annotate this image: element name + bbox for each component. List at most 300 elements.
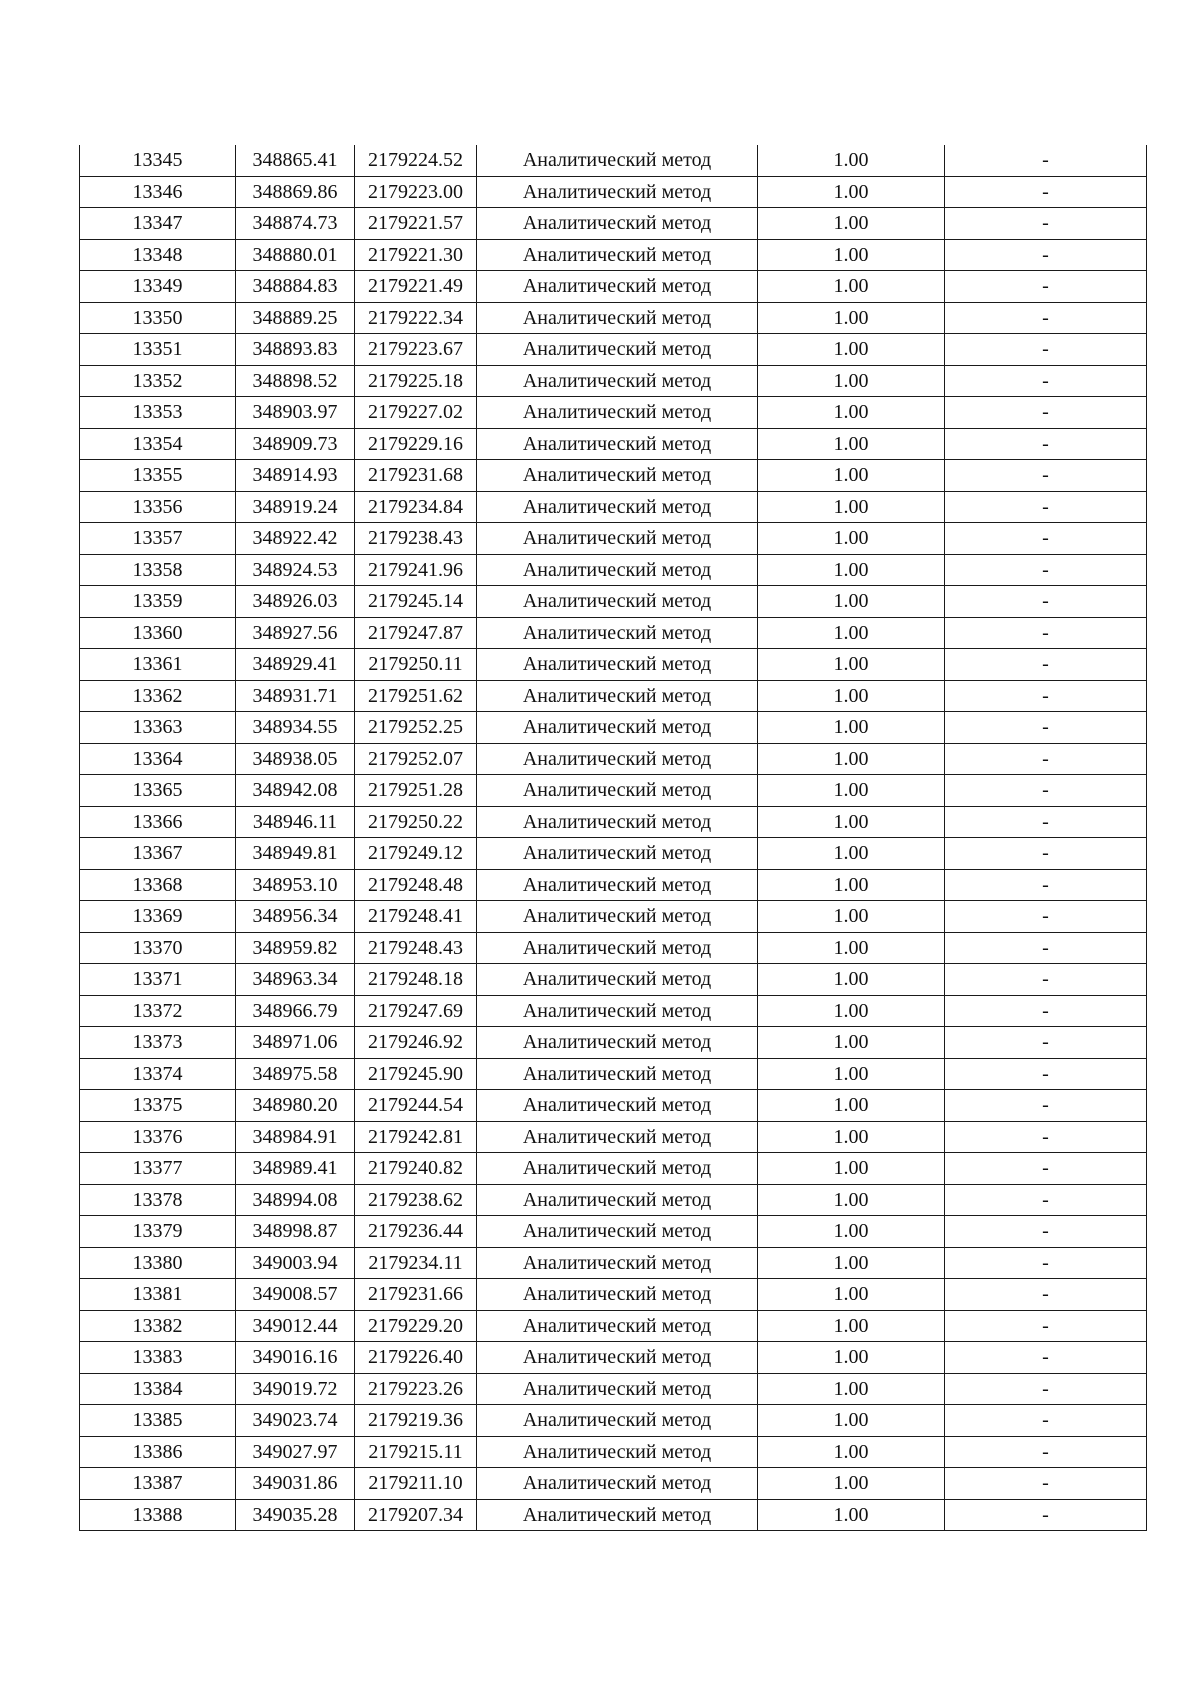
y-coordinate-cell: 2179226.40 [355,1342,477,1374]
x-coordinate-cell: 348942.08 [236,775,355,807]
description-cell: - [945,1373,1147,1405]
method-cell: Аналитический метод [477,365,758,397]
description-cell: - [945,554,1147,586]
method-cell: Аналитический метод [477,806,758,838]
x-coordinate-cell: 349023.74 [236,1405,355,1437]
x-coordinate-cell: 348927.56 [236,617,355,649]
accuracy-cell: 1.00 [758,1405,945,1437]
table-row [80,649,1147,681]
method-cell: Аналитический метод [477,428,758,460]
accuracy-cell: 1.00 [758,523,945,555]
method-cell: Аналитический метод [477,302,758,334]
accuracy-cell: 1.00 [758,1279,945,1311]
x-coordinate-cell: 348874.73 [236,208,355,240]
accuracy-cell: 1.00 [758,649,945,681]
table-row [80,1247,1147,1279]
point-number-cell: 13375 [80,1090,236,1122]
table-row [80,1342,1147,1374]
point-number-cell: 13379 [80,1216,236,1248]
table-row [80,680,1147,712]
method-cell: Аналитический метод [477,1058,758,1090]
method-cell: Аналитический метод [477,901,758,933]
point-number-cell: 13350 [80,302,236,334]
method-cell: Аналитический метод [477,491,758,523]
accuracy-cell: 1.00 [758,1499,945,1531]
x-coordinate-cell: 348934.55 [236,712,355,744]
table-row [80,869,1147,901]
table-row [80,1090,1147,1122]
table-row [80,712,1147,744]
description-cell: - [945,460,1147,492]
description-cell: - [945,901,1147,933]
point-number-cell: 13347 [80,208,236,240]
x-coordinate-cell: 349008.57 [236,1279,355,1311]
table-row [80,1436,1147,1468]
method-cell: Аналитический метод [477,964,758,996]
x-coordinate-cell: 348989.41 [236,1153,355,1185]
description-cell: - [945,208,1147,240]
point-number-cell: 13358 [80,554,236,586]
accuracy-cell: 1.00 [758,365,945,397]
description-cell: - [945,1121,1147,1153]
point-number-cell: 13382 [80,1310,236,1342]
point-number-cell: 13387 [80,1468,236,1500]
point-number-cell: 13371 [80,964,236,996]
method-cell: Аналитический метод [477,932,758,964]
description-cell: - [945,1027,1147,1059]
x-coordinate-cell: 348924.53 [236,554,355,586]
y-coordinate-cell: 2179211.10 [355,1468,477,1500]
x-coordinate-cell: 348980.20 [236,1090,355,1122]
point-number-cell: 13349 [80,271,236,303]
table-row [80,775,1147,807]
x-coordinate-cell: 348994.08 [236,1184,355,1216]
accuracy-cell: 1.00 [758,712,945,744]
x-coordinate-cell: 348984.91 [236,1121,355,1153]
y-coordinate-cell: 2179250.22 [355,806,477,838]
table-row [80,1310,1147,1342]
point-number-cell: 13380 [80,1247,236,1279]
table-row [80,1027,1147,1059]
accuracy-cell: 1.00 [758,1058,945,1090]
x-coordinate-cell: 348880.01 [236,239,355,271]
method-cell: Аналитический метод [477,1405,758,1437]
y-coordinate-cell: 2179238.62 [355,1184,477,1216]
accuracy-cell: 1.00 [758,1342,945,1374]
y-coordinate-cell: 2179241.96 [355,554,477,586]
point-number-cell: 13367 [80,838,236,870]
point-number-cell: 13372 [80,995,236,1027]
table-row [80,901,1147,933]
x-coordinate-cell: 349016.16 [236,1342,355,1374]
y-coordinate-cell: 2179252.25 [355,712,477,744]
method-cell: Аналитический метод [477,1184,758,1216]
description-cell: - [945,428,1147,460]
accuracy-cell: 1.00 [758,1436,945,1468]
description-cell: - [945,649,1147,681]
table-row [80,397,1147,429]
method-cell: Аналитический метод [477,838,758,870]
method-cell: Аналитический метод [477,145,758,176]
description-cell: - [945,1310,1147,1342]
point-number-cell: 13363 [80,712,236,744]
table-row [80,932,1147,964]
accuracy-cell: 1.00 [758,271,945,303]
x-coordinate-cell: 349003.94 [236,1247,355,1279]
point-number-cell: 13357 [80,523,236,555]
accuracy-cell: 1.00 [758,838,945,870]
y-coordinate-cell: 2179247.87 [355,617,477,649]
table-row [80,1373,1147,1405]
accuracy-cell: 1.00 [758,302,945,334]
table-row [80,302,1147,334]
y-coordinate-cell: 2179231.66 [355,1279,477,1311]
description-cell: - [945,302,1147,334]
table-row [80,145,1147,176]
accuracy-cell: 1.00 [758,1027,945,1059]
method-cell: Аналитический метод [477,995,758,1027]
y-coordinate-cell: 2179227.02 [355,397,477,429]
accuracy-cell: 1.00 [758,1310,945,1342]
method-cell: Аналитический метод [477,869,758,901]
x-coordinate-cell: 348953.10 [236,869,355,901]
method-cell: Аналитический метод [477,1468,758,1500]
y-coordinate-cell: 2179215.11 [355,1436,477,1468]
x-coordinate-cell: 348922.42 [236,523,355,555]
table-row [80,1216,1147,1248]
x-coordinate-cell: 348884.83 [236,271,355,303]
accuracy-cell: 1.00 [758,806,945,838]
description-cell: - [945,1342,1147,1374]
description-cell: - [945,176,1147,208]
method-cell: Аналитический метод [477,334,758,366]
x-coordinate-cell: 348975.58 [236,1058,355,1090]
x-coordinate-cell: 348963.34 [236,964,355,996]
method-cell: Аналитический метод [477,239,758,271]
point-number-cell: 13359 [80,586,236,618]
description-cell: - [945,1184,1147,1216]
x-coordinate-cell: 348865.41 [236,145,355,176]
y-coordinate-cell: 2179229.20 [355,1310,477,1342]
accuracy-cell: 1.00 [758,554,945,586]
description-cell: - [945,491,1147,523]
accuracy-cell: 1.00 [758,932,945,964]
x-coordinate-cell: 349019.72 [236,1373,355,1405]
y-coordinate-cell: 2179244.54 [355,1090,477,1122]
description-cell: - [945,523,1147,555]
x-coordinate-cell: 348869.86 [236,176,355,208]
x-coordinate-cell: 348998.87 [236,1216,355,1248]
table-row [80,271,1147,303]
y-coordinate-cell: 2179225.18 [355,365,477,397]
y-coordinate-cell: 2179236.44 [355,1216,477,1248]
accuracy-cell: 1.00 [758,176,945,208]
accuracy-cell: 1.00 [758,869,945,901]
point-number-cell: 13362 [80,680,236,712]
method-cell: Аналитический метод [477,1153,758,1185]
description-cell: - [945,964,1147,996]
description-cell: - [945,271,1147,303]
y-coordinate-cell: 2179248.43 [355,932,477,964]
x-coordinate-cell: 348898.52 [236,365,355,397]
x-coordinate-cell: 348949.81 [236,838,355,870]
accuracy-cell: 1.00 [758,208,945,240]
point-number-cell: 13353 [80,397,236,429]
x-coordinate-cell: 348909.73 [236,428,355,460]
description-cell: - [945,869,1147,901]
accuracy-cell: 1.00 [758,428,945,460]
point-number-cell: 13373 [80,1027,236,1059]
table-row [80,806,1147,838]
y-coordinate-cell: 2179240.82 [355,1153,477,1185]
table-row [80,1499,1147,1531]
accuracy-cell: 1.00 [758,460,945,492]
description-cell: - [945,743,1147,775]
method-cell: Аналитический метод [477,176,758,208]
y-coordinate-cell: 2179249.12 [355,838,477,870]
point-number-cell: 13376 [80,1121,236,1153]
description-cell: - [945,1216,1147,1248]
y-coordinate-cell: 2179245.14 [355,586,477,618]
point-number-cell: 13374 [80,1058,236,1090]
point-number-cell: 13366 [80,806,236,838]
method-cell: Аналитический метод [477,617,758,649]
coordinates-table [79,145,1147,1531]
y-coordinate-cell: 2179223.67 [355,334,477,366]
description-cell: - [945,1436,1147,1468]
point-number-cell: 13354 [80,428,236,460]
method-cell: Аналитический метод [477,1027,758,1059]
table-row [80,838,1147,870]
accuracy-cell: 1.00 [758,239,945,271]
description-cell: - [945,1153,1147,1185]
x-coordinate-cell: 349035.28 [236,1499,355,1531]
accuracy-cell: 1.00 [758,775,945,807]
x-coordinate-cell: 348938.05 [236,743,355,775]
y-coordinate-cell: 2179238.43 [355,523,477,555]
table-row [80,1184,1147,1216]
accuracy-cell: 1.00 [758,1247,945,1279]
description-cell: - [945,1058,1147,1090]
table-row [80,1058,1147,1090]
accuracy-cell: 1.00 [758,964,945,996]
method-cell: Аналитический метод [477,1279,758,1311]
y-coordinate-cell: 2179222.34 [355,302,477,334]
description-cell: - [945,1499,1147,1531]
x-coordinate-cell: 349012.44 [236,1310,355,1342]
table-row [80,1279,1147,1311]
method-cell: Аналитический метод [477,1310,758,1342]
x-coordinate-cell: 348893.83 [236,334,355,366]
table-row [80,964,1147,996]
x-coordinate-cell: 348946.11 [236,806,355,838]
method-cell: Аналитический метод [477,1342,758,1374]
table-row [80,586,1147,618]
x-coordinate-cell: 348931.71 [236,680,355,712]
y-coordinate-cell: 2179242.81 [355,1121,477,1153]
y-coordinate-cell: 2179223.00 [355,176,477,208]
y-coordinate-cell: 2179245.90 [355,1058,477,1090]
accuracy-cell: 1.00 [758,145,945,176]
table-row [80,1153,1147,1185]
y-coordinate-cell: 2179248.48 [355,869,477,901]
accuracy-cell: 1.00 [758,1153,945,1185]
accuracy-cell: 1.00 [758,586,945,618]
description-cell: - [945,586,1147,618]
method-cell: Аналитический метод [477,586,758,618]
y-coordinate-cell: 2179247.69 [355,995,477,1027]
x-coordinate-cell: 348929.41 [236,649,355,681]
x-coordinate-cell: 348903.97 [236,397,355,429]
description-cell: - [945,397,1147,429]
point-number-cell: 13368 [80,869,236,901]
table-row [80,491,1147,523]
table-row [80,743,1147,775]
accuracy-cell: 1.00 [758,680,945,712]
description-cell: - [945,1405,1147,1437]
description-cell: - [945,932,1147,964]
point-number-cell: 13345 [80,145,236,176]
point-number-cell: 13361 [80,649,236,681]
x-coordinate-cell: 348889.25 [236,302,355,334]
point-number-cell: 13386 [80,1436,236,1468]
table-row [80,365,1147,397]
method-cell: Аналитический метод [477,1247,758,1279]
accuracy-cell: 1.00 [758,1216,945,1248]
x-coordinate-cell: 348956.34 [236,901,355,933]
accuracy-cell: 1.00 [758,1468,945,1500]
point-number-cell: 13352 [80,365,236,397]
method-cell: Аналитический метод [477,460,758,492]
y-coordinate-cell: 2179234.11 [355,1247,477,1279]
description-cell: - [945,838,1147,870]
accuracy-cell: 1.00 [758,1184,945,1216]
description-cell: - [945,1468,1147,1500]
accuracy-cell: 1.00 [758,334,945,366]
x-coordinate-cell: 348959.82 [236,932,355,964]
point-number-cell: 13355 [80,460,236,492]
description-cell: - [945,1090,1147,1122]
y-coordinate-cell: 2179248.18 [355,964,477,996]
description-cell: - [945,1279,1147,1311]
table-row [80,617,1147,649]
x-coordinate-cell: 348914.93 [236,460,355,492]
method-cell: Аналитический метод [477,712,758,744]
point-number-cell: 13346 [80,176,236,208]
y-coordinate-cell: 2179234.84 [355,491,477,523]
point-number-cell: 13365 [80,775,236,807]
table-row [80,239,1147,271]
x-coordinate-cell: 349031.86 [236,1468,355,1500]
table-row [80,1121,1147,1153]
table-row [80,1405,1147,1437]
method-cell: Аналитический метод [477,523,758,555]
point-number-cell: 13360 [80,617,236,649]
method-cell: Аналитический метод [477,1436,758,1468]
accuracy-cell: 1.00 [758,995,945,1027]
y-coordinate-cell: 2179248.41 [355,901,477,933]
method-cell: Аналитический метод [477,680,758,712]
method-cell: Аналитический метод [477,397,758,429]
point-number-cell: 13383 [80,1342,236,1374]
description-cell: - [945,239,1147,271]
method-cell: Аналитический метод [477,1499,758,1531]
y-coordinate-cell: 2179221.57 [355,208,477,240]
point-number-cell: 13348 [80,239,236,271]
method-cell: Аналитический метод [477,775,758,807]
description-cell: - [945,1247,1147,1279]
table-row [80,428,1147,460]
accuracy-cell: 1.00 [758,397,945,429]
y-coordinate-cell: 2179251.28 [355,775,477,807]
point-number-cell: 13378 [80,1184,236,1216]
point-number-cell: 13351 [80,334,236,366]
point-number-cell: 13369 [80,901,236,933]
y-coordinate-cell: 2179221.49 [355,271,477,303]
point-number-cell: 13384 [80,1373,236,1405]
y-coordinate-cell: 2179231.68 [355,460,477,492]
table-row [80,523,1147,555]
table-row [80,1468,1147,1500]
x-coordinate-cell: 349027.97 [236,1436,355,1468]
y-coordinate-cell: 2179223.26 [355,1373,477,1405]
description-cell: - [945,334,1147,366]
y-coordinate-cell: 2179246.92 [355,1027,477,1059]
description-cell: - [945,145,1147,176]
description-cell: - [945,806,1147,838]
method-cell: Аналитический метод [477,649,758,681]
method-cell: Аналитический метод [477,554,758,586]
accuracy-cell: 1.00 [758,1090,945,1122]
table-row [80,995,1147,1027]
accuracy-cell: 1.00 [758,1121,945,1153]
table-row [80,176,1147,208]
point-number-cell: 13364 [80,743,236,775]
method-cell: Аналитический метод [477,1090,758,1122]
table-row [80,334,1147,366]
description-cell: - [945,617,1147,649]
table-row [80,208,1147,240]
y-coordinate-cell: 2179221.30 [355,239,477,271]
method-cell: Аналитический метод [477,208,758,240]
method-cell: Аналитический метод [477,1121,758,1153]
point-number-cell: 13370 [80,932,236,964]
table-row [80,460,1147,492]
method-cell: Аналитический метод [477,1216,758,1248]
point-number-cell: 13381 [80,1279,236,1311]
y-coordinate-cell: 2179229.16 [355,428,477,460]
x-coordinate-cell: 348926.03 [236,586,355,618]
description-cell: - [945,365,1147,397]
accuracy-cell: 1.00 [758,617,945,649]
method-cell: Аналитический метод [477,743,758,775]
y-coordinate-cell: 2179207.34 [355,1499,477,1531]
method-cell: Аналитический метод [477,1373,758,1405]
point-number-cell: 13388 [80,1499,236,1531]
y-coordinate-cell: 2179252.07 [355,743,477,775]
accuracy-cell: 1.00 [758,743,945,775]
point-number-cell: 13356 [80,491,236,523]
table-row [80,554,1147,586]
x-coordinate-cell: 348966.79 [236,995,355,1027]
accuracy-cell: 1.00 [758,901,945,933]
coordinates-table-body [80,145,1147,1531]
x-coordinate-cell: 348971.06 [236,1027,355,1059]
y-coordinate-cell: 2179250.11 [355,649,477,681]
accuracy-cell: 1.00 [758,491,945,523]
x-coordinate-cell: 348919.24 [236,491,355,523]
accuracy-cell: 1.00 [758,1373,945,1405]
